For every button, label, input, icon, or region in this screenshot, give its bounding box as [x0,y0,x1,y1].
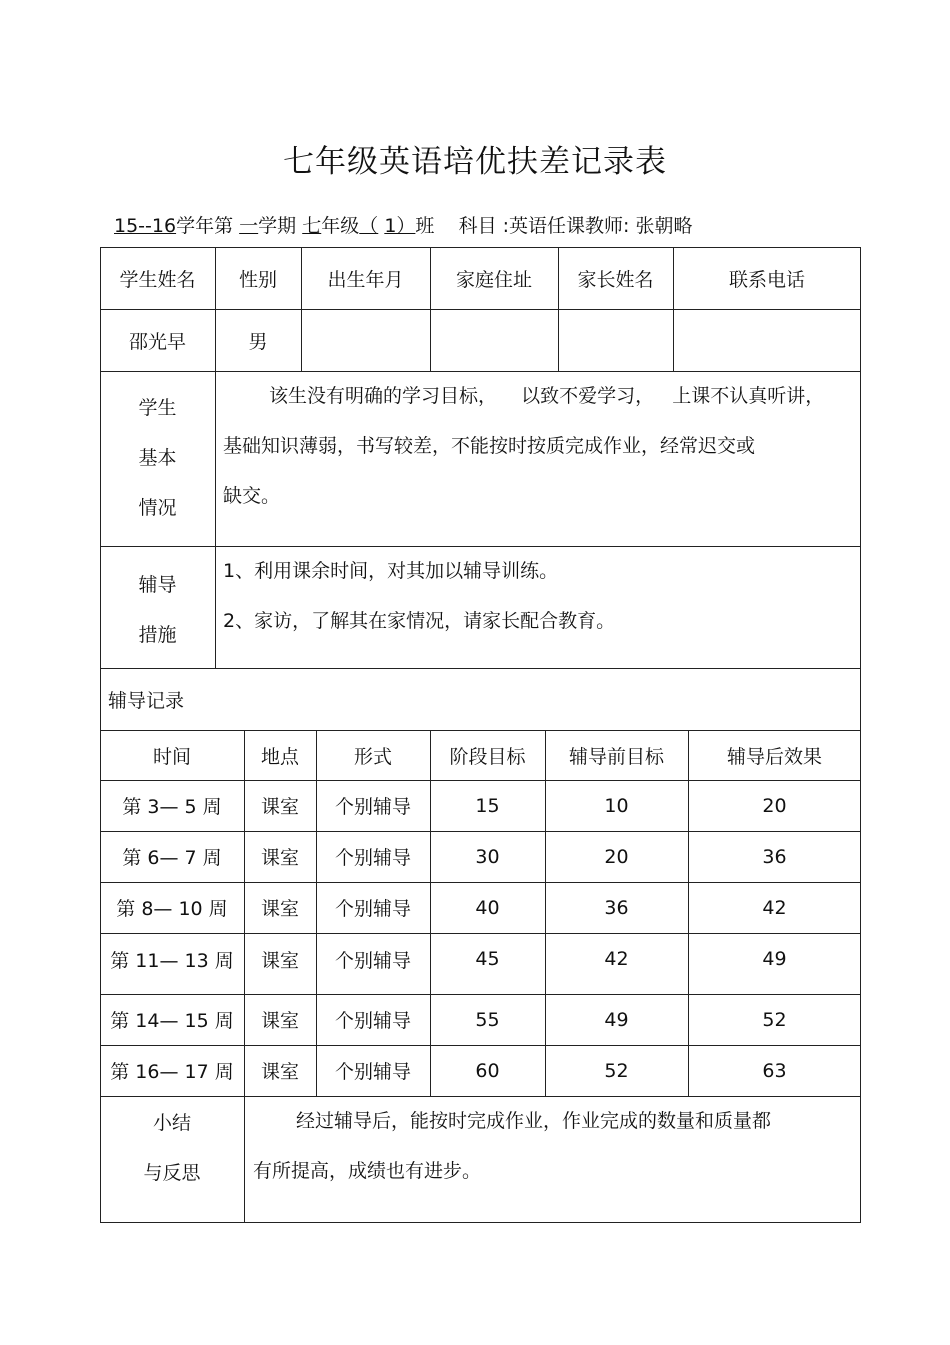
record-place: 课室 [260,1061,299,1083]
measure-item: 1、利用课余时间，对其加以辅导训练。 [223,560,559,582]
basic-description [223,371,853,521]
term-value: 一 [239,215,259,237]
school-year-suffix: 学年第 [176,215,234,237]
record-before: 42 [604,948,629,970]
record-place: 课室 [260,898,299,920]
record-place: 课室 [260,1010,299,1032]
record-stage-goal: 40 [475,896,500,919]
basic-label-line: 学生 [138,397,177,419]
student-address [430,309,558,371]
record-time: 第 8— 10 周 [116,898,228,920]
summary-label-line: 小结 [152,1112,191,1134]
header-address: 家庭住址 [455,268,532,291]
record-header-stage-goal: 阶段目标 [449,745,526,768]
record-place: 课室 [260,949,299,972]
student-birth [301,309,430,371]
record-before: 36 [604,896,629,919]
record-after: 42 [762,896,787,919]
header-birth: 出生年月 [327,268,404,291]
record-stage-goal: 45 [475,948,500,970]
record-title: 辅导记录 [108,689,185,712]
record-header-before: 辅导前目标 [568,745,664,768]
record-header-place: 地点 [260,745,299,768]
measures-list [223,546,853,646]
record-form: 个别辅导 [334,1010,411,1032]
measures-label [100,546,215,668]
basic-line: 缺交。 [223,485,281,507]
header-student-name: 学生姓名 [119,268,196,291]
subject-teacher: 科目 :英语任课教师: 张朝略 [458,215,693,237]
record-after: 52 [762,1008,787,1031]
summary-label [100,1096,244,1223]
record-time: 第 6— 7 周 [122,847,222,869]
record-header-form: 形式 [353,745,392,768]
record-header-time: 时间 [152,745,191,768]
student-parent [558,309,673,371]
term-suffix: 学期 [258,215,297,237]
record-after: 63 [762,1059,787,1082]
header-gender: 性别 [238,268,277,291]
form-meta-line [114,211,692,238]
record-before: 10 [604,794,629,817]
record-after: 49 [762,948,787,970]
record-stage-goal: 55 [475,1008,500,1031]
summary-line: 经过辅导后，能按时完成作业，作业完成的数量和质量都 [296,1110,772,1132]
student-gender: 男 [248,330,268,353]
record-place: 课室 [260,796,299,818]
record-after: 20 [762,794,787,817]
measures-label-line: 辅导 [138,574,177,596]
measure-item: 2、家访，了解其在家情况，请家长配合教育。 [223,610,616,632]
record-form: 个别辅导 [334,796,411,818]
class-open: （ [359,215,379,237]
record-before: 20 [604,845,629,868]
page-title: 七年级英语培优扶差记录表 [283,144,667,180]
record-form: 个别辅导 [334,949,411,972]
class-suffix: 班 [415,215,435,237]
summary-label-line: 与反思 [143,1162,201,1184]
measures-label-line: 措施 [138,624,177,646]
record-time: 第 14— 15 周 [110,1010,234,1032]
record-after: 36 [762,845,787,868]
record-before: 52 [604,1059,629,1082]
record-time: 第 3— 5 周 [122,796,222,818]
grade-value: 七 [302,215,322,237]
record-stage-goal: 15 [475,794,500,817]
basic-label [100,371,215,546]
basic-line: 基础知识薄弱，书写较差，不能按时按质完成作业，经常迟交或 [223,435,756,457]
record-time: 第 16— 17 周 [110,1061,234,1083]
record-place: 课室 [260,847,299,869]
student-name: 邵光早 [128,330,186,353]
record-time: 第 11— 13 周 [110,949,234,972]
grade-suffix: 年级 [321,215,360,237]
record-form: 个别辅导 [334,1061,411,1083]
summary-line: 有所提高，成绩也有进步。 [253,1160,482,1182]
record-header-after: 辅导后效果 [726,745,822,768]
record-form: 个别辅导 [334,898,411,920]
student-phone [673,309,861,371]
class-number: 1） [384,215,416,237]
basic-label-line: 情况 [138,497,177,519]
record-form: 个别辅导 [334,847,411,869]
summary-text [253,1096,853,1196]
basic-line: 该生没有明确的学习目标， 以致不爱学习， 上课不认真听讲， [269,385,825,407]
record-stage-goal: 60 [475,1059,500,1082]
basic-label-line: 基本 [138,447,177,469]
record-stage-goal: 30 [475,845,500,868]
school-year: 15--16 [114,215,177,237]
record-before: 49 [604,1008,629,1031]
header-parent: 家长姓名 [577,268,654,291]
header-phone: 联系电话 [728,268,805,291]
